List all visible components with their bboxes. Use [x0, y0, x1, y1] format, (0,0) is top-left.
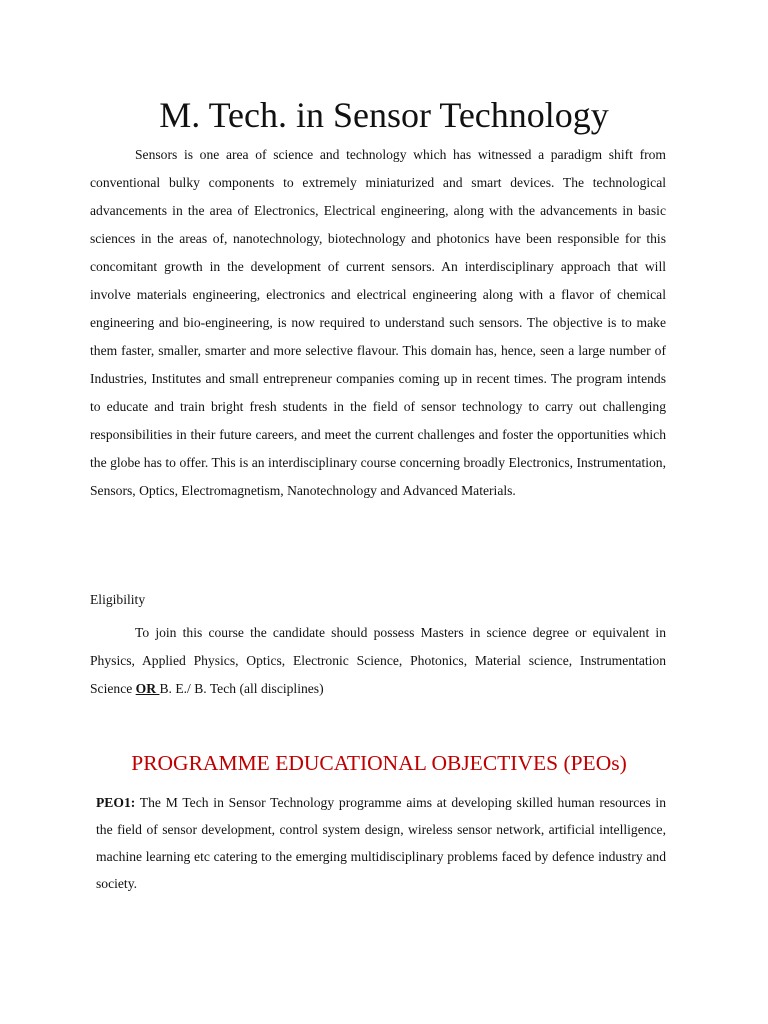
eligibility-paragraph — [90, 619, 666, 703]
eligibility-text-before: To join this course the candidate should possess Masters in science degree or equivalent in Physics, Applied Physics, Optics, Electronic Science, Photonics, Material science, Instrumentation Science — [90, 625, 666, 696]
peo1-paragraph — [96, 789, 666, 897]
peo1-label: PEO1: — [96, 795, 136, 810]
eligibility-heading: Eligibility — [90, 592, 146, 607]
page-title: M. Tech. in Sensor Technology — [159, 95, 609, 135]
peo1-text: The M Tech in Sensor Technology programme aims at developing skilled human resources in the field of sensor development, control system design, wireless sensor network, artificial intelligence, machine learning etc catering to the emerging multidisciplinary problems faced by defence industry and society. — [96, 795, 666, 891]
eligibility-or: OR — [135, 681, 160, 696]
eligibility-text-after: B. E./ B. Tech (all disciplines) — [159, 681, 324, 696]
intro-paragraph: Sensors is one area of science and technology which has witnessed a paradigm shift from conventional bulky components to extremely miniaturized and smart devices. The technological advancements in the area of Electronics, Electrical engineering, along with the advancements in basic sciences in the areas of, nanotechnology, biotechnology and photonics have been responsible for this concomitant growth in the development of current sensors. An interdisciplinary approach that will involve materials engineering, electronics and electrical engineering along with a flavor of chemical engineering and bio-engineering, is now required to understand such sensors. The objective is to make them faster, smaller, smarter and more selective flavour. This domain has, hence, seen a large number of Industries, Institutes and small entrepreneur companies coming up in recent times. The program intends to educate and train bright fresh students in the field of sensor technology to carry out challenging responsibilities in their future careers, and meet the current challenges and foster the opportunities which the globe has to offer. This is an interdisciplinary course concerning broadly Electronics, Instrumentation, Sensors, Optics, Electromagnetism, Nanotechnology and Advanced Materials. — [90, 147, 666, 498]
peo-heading: PROGRAMME EDUCATIONAL OBJECTIVES (PEOs) — [131, 751, 627, 775]
